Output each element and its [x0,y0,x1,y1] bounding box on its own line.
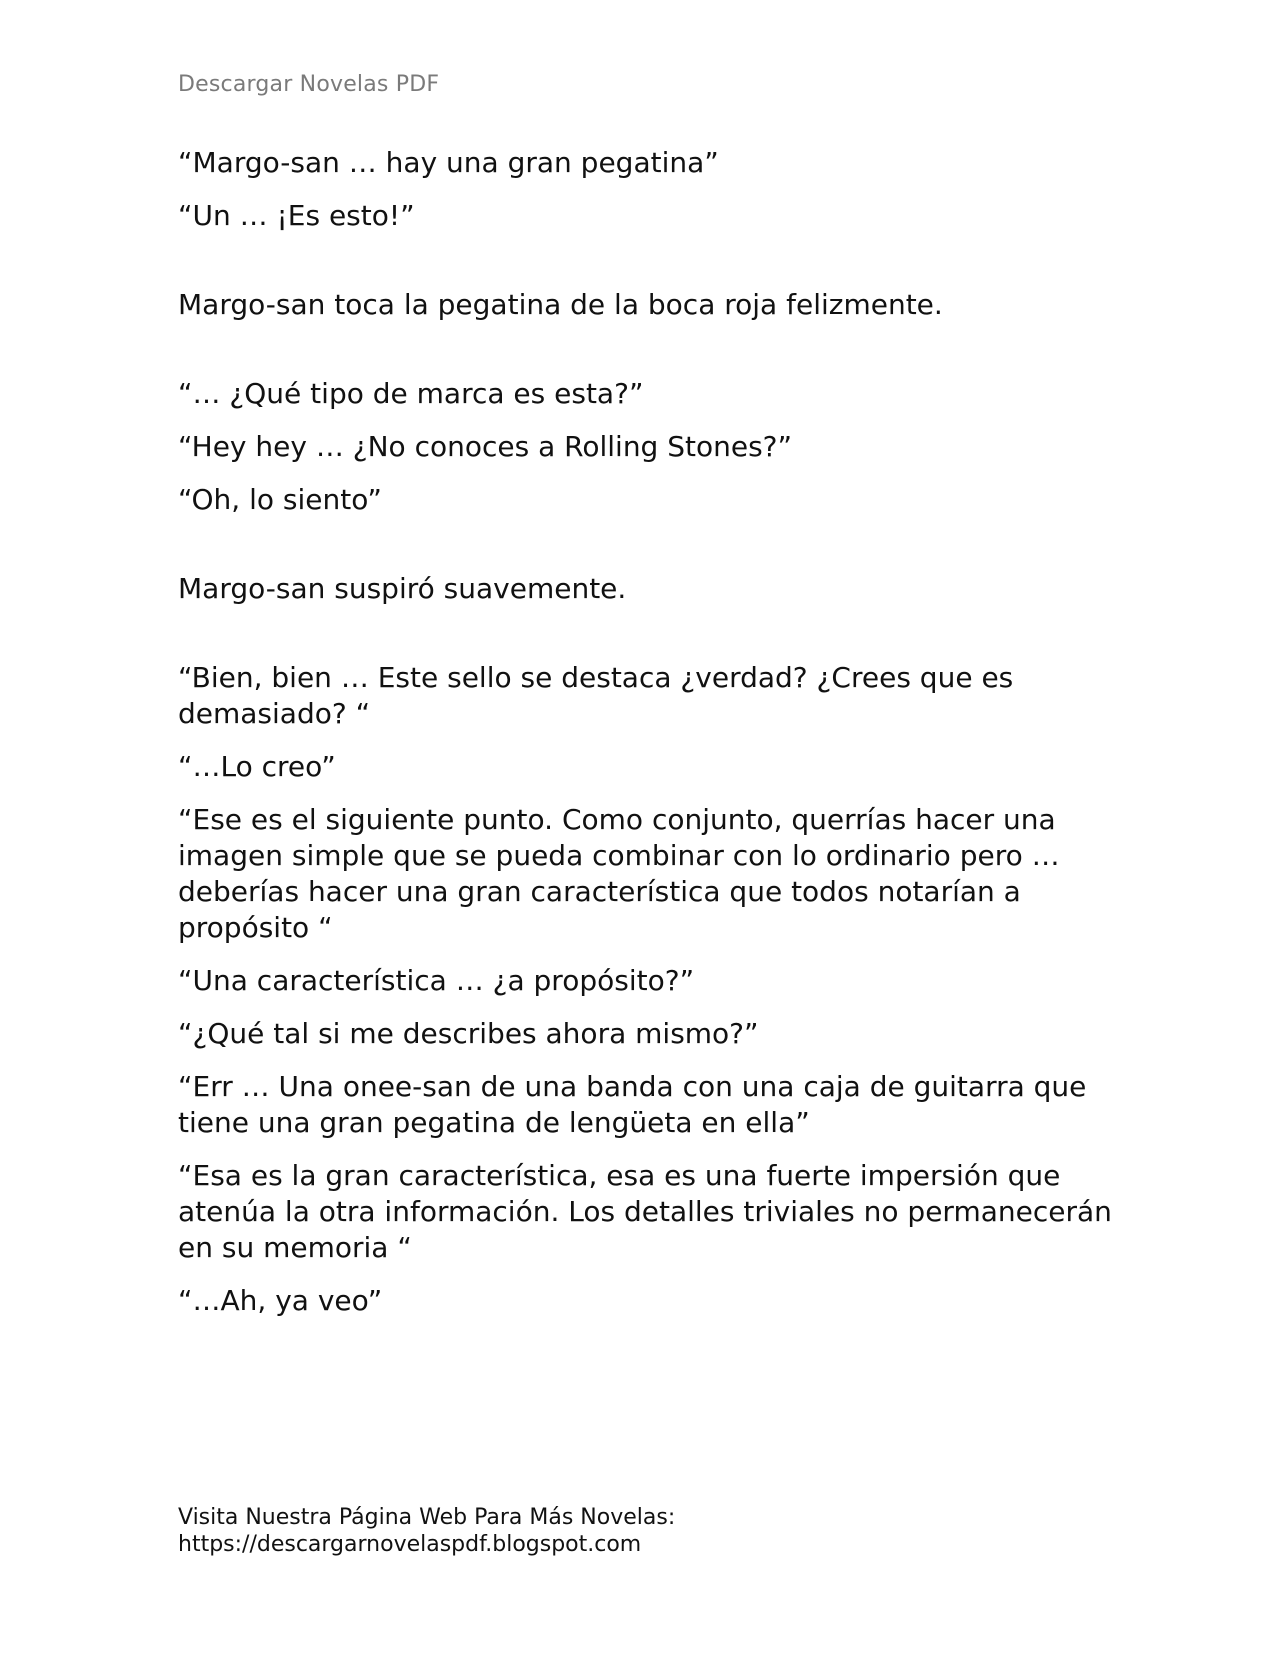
paragraph: “…Ah, ya veo” [178,1284,383,1317]
paragraph: “¿Qué tal si me describes ahora mismo?” [178,1017,759,1050]
paragraph: Margo-san toca la pegatina de la boca roja felizmente. [178,288,943,321]
paragraph: “Oh, lo siento” [178,483,382,516]
footer-url: https://descargarnovelaspdf.blogspot.com [178,1532,642,1557]
paragraph: “Margo-san … hay una gran pegatina” [178,146,719,179]
paragraph: “Esa es la gran característica, esa es una fuerte impersión que atenúa la otra información. Los detalles triviales no permanecerán en su memoria “ [178,1159,1112,1264]
paragraph: “Un … ¡Es esto!” [178,199,415,232]
paragraph: “Una característica … ¿a propósito?” [178,964,695,997]
paragraph: “… ¿Qué tipo de marca es esta?” [178,377,644,410]
page-header: Descargar Novelas PDF [178,72,440,97]
paragraph: “Bien, bien … Este sello se destaca ¿verdad? ¿Crees que es demasiado? “ [178,661,1014,730]
paragraph: “…Lo creo” [178,750,336,783]
paragraph: “Ese es el siguiente punto. Como conjunto, querrías hacer una imagen simple que se pueda combinar con lo ordinario pero … deberías hacer una gran característica que todos notarían a propósito “ [178,803,1060,944]
footer-promo-text: Visita Nuestra Página Web Para Más Novelas: [178,1505,676,1530]
document-page [178,0,1118,1656]
paragraph: “Err … Una onee-san de una banda con una caja de guitarra que tiene una gran pegatina de lengüeta en ella” [178,1070,1087,1139]
page-footer [178,1504,675,1558]
document-body [178,145,1118,1336]
paragraph: “Hey hey … ¿No conoces a Rolling Stones?” [178,430,793,463]
paragraph: Margo-san suspiró suavemente. [178,572,627,605]
